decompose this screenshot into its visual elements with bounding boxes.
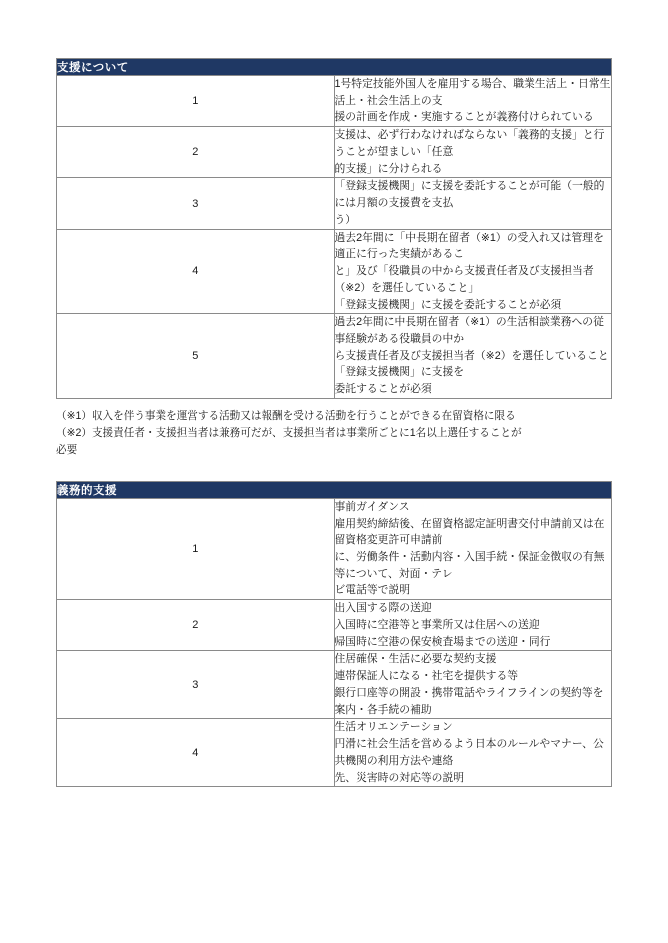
row-text-line: 援の計画を作成・実施することが義務付けられている <box>334 111 594 124</box>
row-content <box>334 314 612 399</box>
row-text-line: 事前ガイダンス <box>334 500 410 513</box>
table-row <box>57 127 612 178</box>
row-text-line: ら支援責任者及び支援担当者（※2）を選任していること「登録支援機関」に支援を <box>334 349 609 379</box>
row-content <box>334 76 612 127</box>
table-row <box>57 719 612 787</box>
row-text-line: と」及び「役職員の中から支援責任者及び支援担当者（※2）を選任していること」 <box>334 265 594 294</box>
row-text-line: 生活オリエンテーション <box>334 721 453 734</box>
row-text-line: 過去2年間に中長期在留者（※1）の生活相談業務への従事経験がある役職員の中か <box>334 316 604 346</box>
row-text-line: ビ電話等で説明 <box>334 584 411 597</box>
mandatory-support-table <box>56 481 612 787</box>
table-row <box>57 498 612 599</box>
row-number: 3 <box>57 651 335 719</box>
row-text-line: 円滑に社会生活を営めるよう日本のルールやマナー、公共機関の利用方法や連絡 <box>334 738 604 767</box>
row-text-line: 出入国する際の送迎 <box>334 602 432 615</box>
row-text-line: 住居確保・生活に必要な契約支援 <box>334 653 497 666</box>
table-row <box>57 178 612 229</box>
row-number: 4 <box>57 229 335 314</box>
section-spacer <box>56 459 612 481</box>
row-text-line: 雇用契約締結後、在留資格認定証明書交付申請前又は在留資格変更許可申請前 <box>334 517 605 547</box>
row-number: 1 <box>57 76 335 127</box>
row-text-line: 委託することが必須 <box>334 383 432 396</box>
row-text-line: う） <box>334 213 357 226</box>
table-row <box>57 229 612 314</box>
row-content <box>334 127 612 178</box>
row-content <box>334 229 612 314</box>
support-about-section <box>56 58 612 399</box>
table-row <box>57 600 612 651</box>
table-row <box>57 314 612 399</box>
row-text-line: 帰国時に空港の保安検査場までの送迎・同行 <box>334 635 551 648</box>
table-row <box>57 76 612 127</box>
row-content <box>334 600 612 651</box>
footnote-line: 必要 <box>56 443 78 456</box>
footnote-line: （※1）収入を伴う事業を運営する活動又は報酬を受ける活動を行うことができる在留資格に限る <box>56 409 516 422</box>
table-row <box>57 651 612 719</box>
row-number: 3 <box>57 178 335 229</box>
row-number: 2 <box>57 127 335 178</box>
support-about-table <box>56 58 612 399</box>
row-text-line: 「登録支援機関」に支援を委託することが可能（一般的には月額の支援費を支払 <box>334 180 605 210</box>
footnotes <box>56 408 612 459</box>
mandatory-support-section <box>56 481 612 787</box>
row-text-line: 1号特定技能外国人を雇用する場合、職業生活上・日常生活上・社会生活上の支 <box>334 78 611 107</box>
row-text-line: 連帯保証人になる・社宅を提供する等 <box>334 670 519 683</box>
section-header-mandatory-support: 義務的支援 <box>57 481 612 498</box>
section-header-support-about: 支援について <box>57 59 612 76</box>
row-content <box>334 719 612 787</box>
row-text-line: 先、災害時の対応等の説明 <box>334 771 465 784</box>
table-header-row <box>57 481 612 498</box>
row-text-line: 入国時に空港等と事業所又は住居への送迎 <box>334 618 540 631</box>
row-number: 5 <box>57 314 335 399</box>
row-text-line: 銀行口座等の開設・携帯電話やライフラインの契約等を案内・各手続の補助 <box>334 686 604 716</box>
row-number: 2 <box>57 600 335 651</box>
row-content <box>334 651 612 719</box>
row-text-line: 的支援」に分けられる <box>334 162 443 175</box>
row-content <box>334 178 612 229</box>
row-content <box>334 498 612 599</box>
row-text-line: 支援は、必ず行わなければならない「義務的支援」と行うことが望ましい「任意 <box>334 129 605 158</box>
table-header-row <box>57 59 612 76</box>
row-text-line: 過去2年間に「中長期在留者（※1）の受入れ又は管理を適正に行った実績があるこ <box>334 231 604 261</box>
row-text-line: 「登録支援機関」に支援を委託することが必須 <box>334 298 562 311</box>
row-text-line: に、労働条件・活動内容・入国手続・保証金徴収の有無等について、対面・テレ <box>334 550 605 580</box>
row-number: 4 <box>57 719 335 787</box>
row-number: 1 <box>57 498 335 599</box>
footnote-line: （※2）支援責任者・支援担当者は兼務可だが、支援担当者は事業所ごとに1名以上選任することが <box>56 426 522 439</box>
